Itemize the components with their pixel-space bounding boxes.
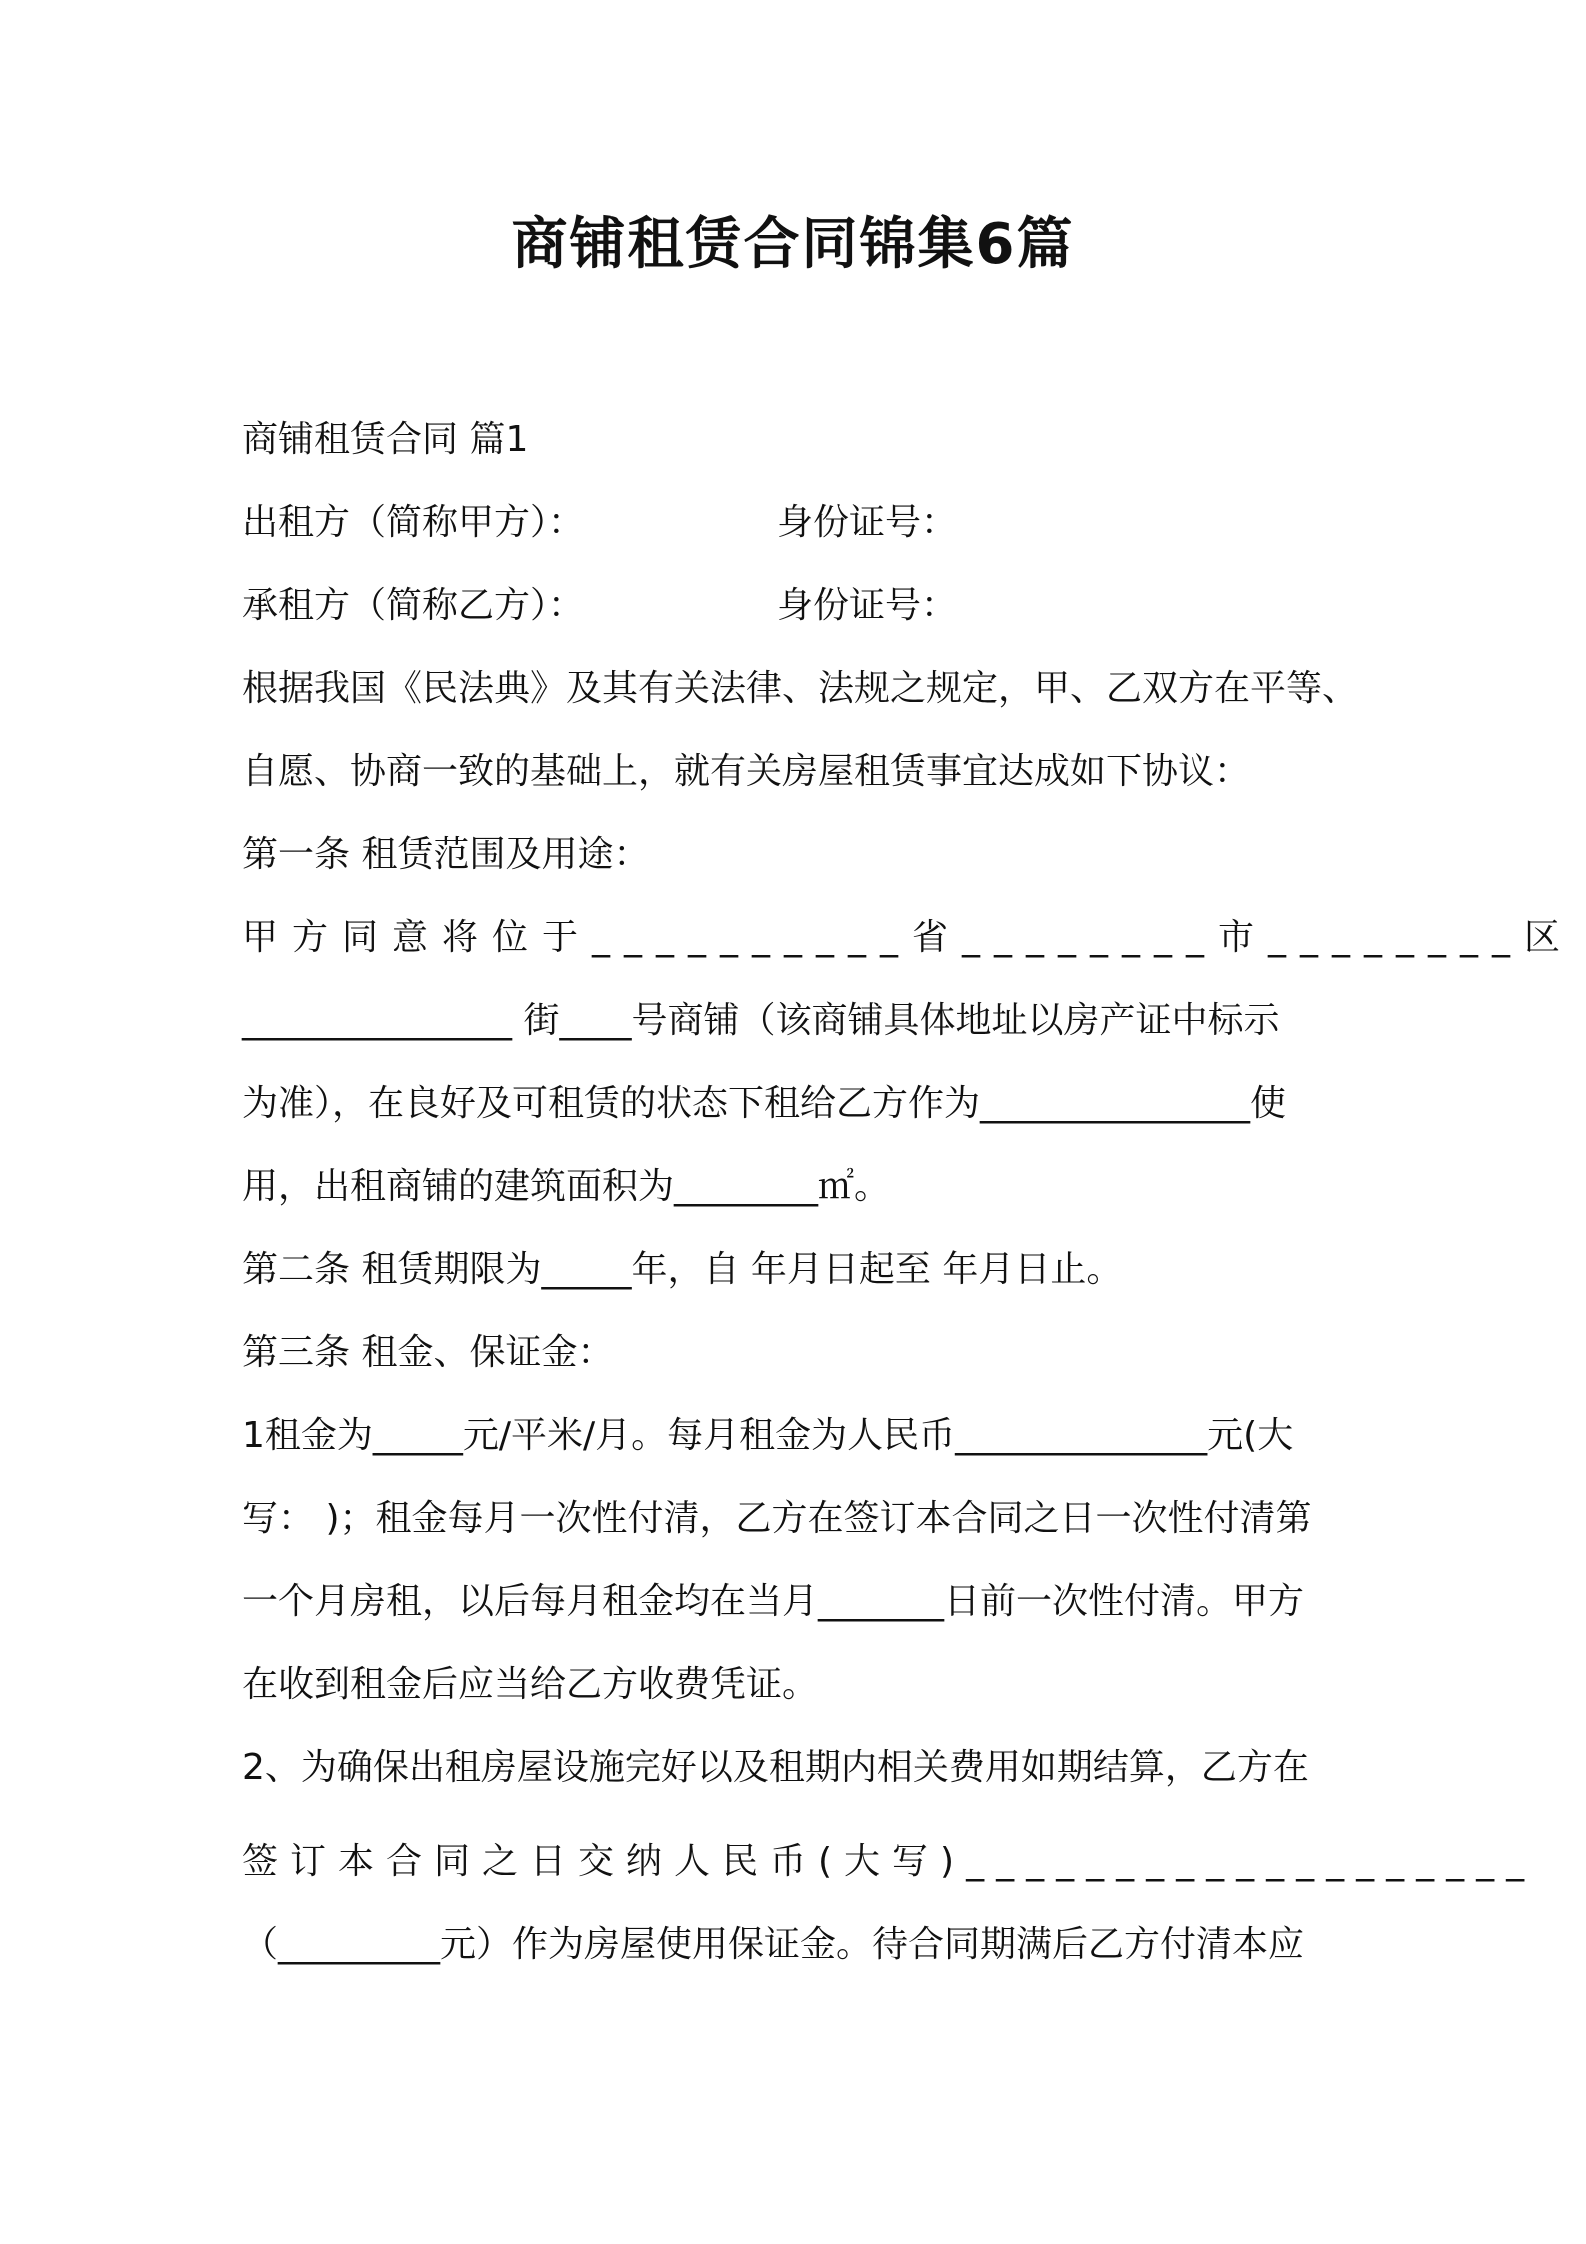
article-1-line-2: _______________ 街____号商铺（该商铺具体地址以房产证中标示: [242, 1000, 1280, 1041]
article-2-line: 第二条 租赁期限为_____年，自 年月日起至 年月日止。: [242, 1249, 1123, 1290]
lessee-row: [242, 576, 1352, 636]
article-3-heading: 第三条 租金、保证金：: [242, 1332, 614, 1373]
article-3-para-1-line-3: 一个月房租，以后每月租金均在当月_______日前一次性付清。甲方: [242, 1581, 1305, 1622]
preamble-line-2: 自愿、协商一致的基础上，就有关房屋租赁事宜达成如下协议：: [242, 751, 1251, 792]
article-3-para-1-line-1: 1租金为_____元/平米/月。每月租金为人民币______________元(大: [242, 1415, 1294, 1456]
lessee-id-label: 身份证号：: [777, 585, 958, 626]
lessee-label: 承租方（简称乙方）：: [242, 585, 585, 626]
article-3-para-1-line-2: 写： )；租金每月一次性付清，乙方在签订本合同之日一次性付清第: [242, 1498, 1312, 1539]
article-1-heading: 第一条 租赁范围及用途：: [242, 834, 650, 875]
article-3-para-2-line-3: （_________元）作为房屋使用保证金。待合同期满后乙方付清本应: [242, 1924, 1305, 1965]
article-3-para-1-line-4: 在收到租金后应当给乙方收费凭证。: [242, 1664, 819, 1705]
lessor-row: [242, 493, 1352, 553]
section-heading: 商铺租赁合同 篇1: [242, 419, 529, 460]
article-1-line-1: 甲方同意将位于__________省________市________区: [242, 917, 1575, 958]
article-1-line-3: 为准），在良好及可租赁的状态下租给乙方作为_______________使: [242, 1083, 1287, 1124]
lessor-label: 出租方（简称甲方）：: [242, 502, 585, 543]
article-3-para-2-line-1: 2、为确保出租房屋设施完好以及租期内相关费用如期结算，乙方在: [242, 1747, 1309, 1788]
document-title: 商铺租赁合同锦集6篇: [511, 212, 1075, 277]
lessor-id-label: 身份证号：: [777, 502, 958, 543]
article-3-para-2-line-2: 签订本合同之日交纳人民币(大写)___________________: [242, 1841, 1537, 1882]
article-1-line-4: 用，出租商铺的建筑面积为________㎡。: [242, 1166, 891, 1207]
preamble-line-1: 根据我国《民法典》及其有关法律、法规之规定，甲、乙双方在平等、: [242, 668, 1359, 709]
